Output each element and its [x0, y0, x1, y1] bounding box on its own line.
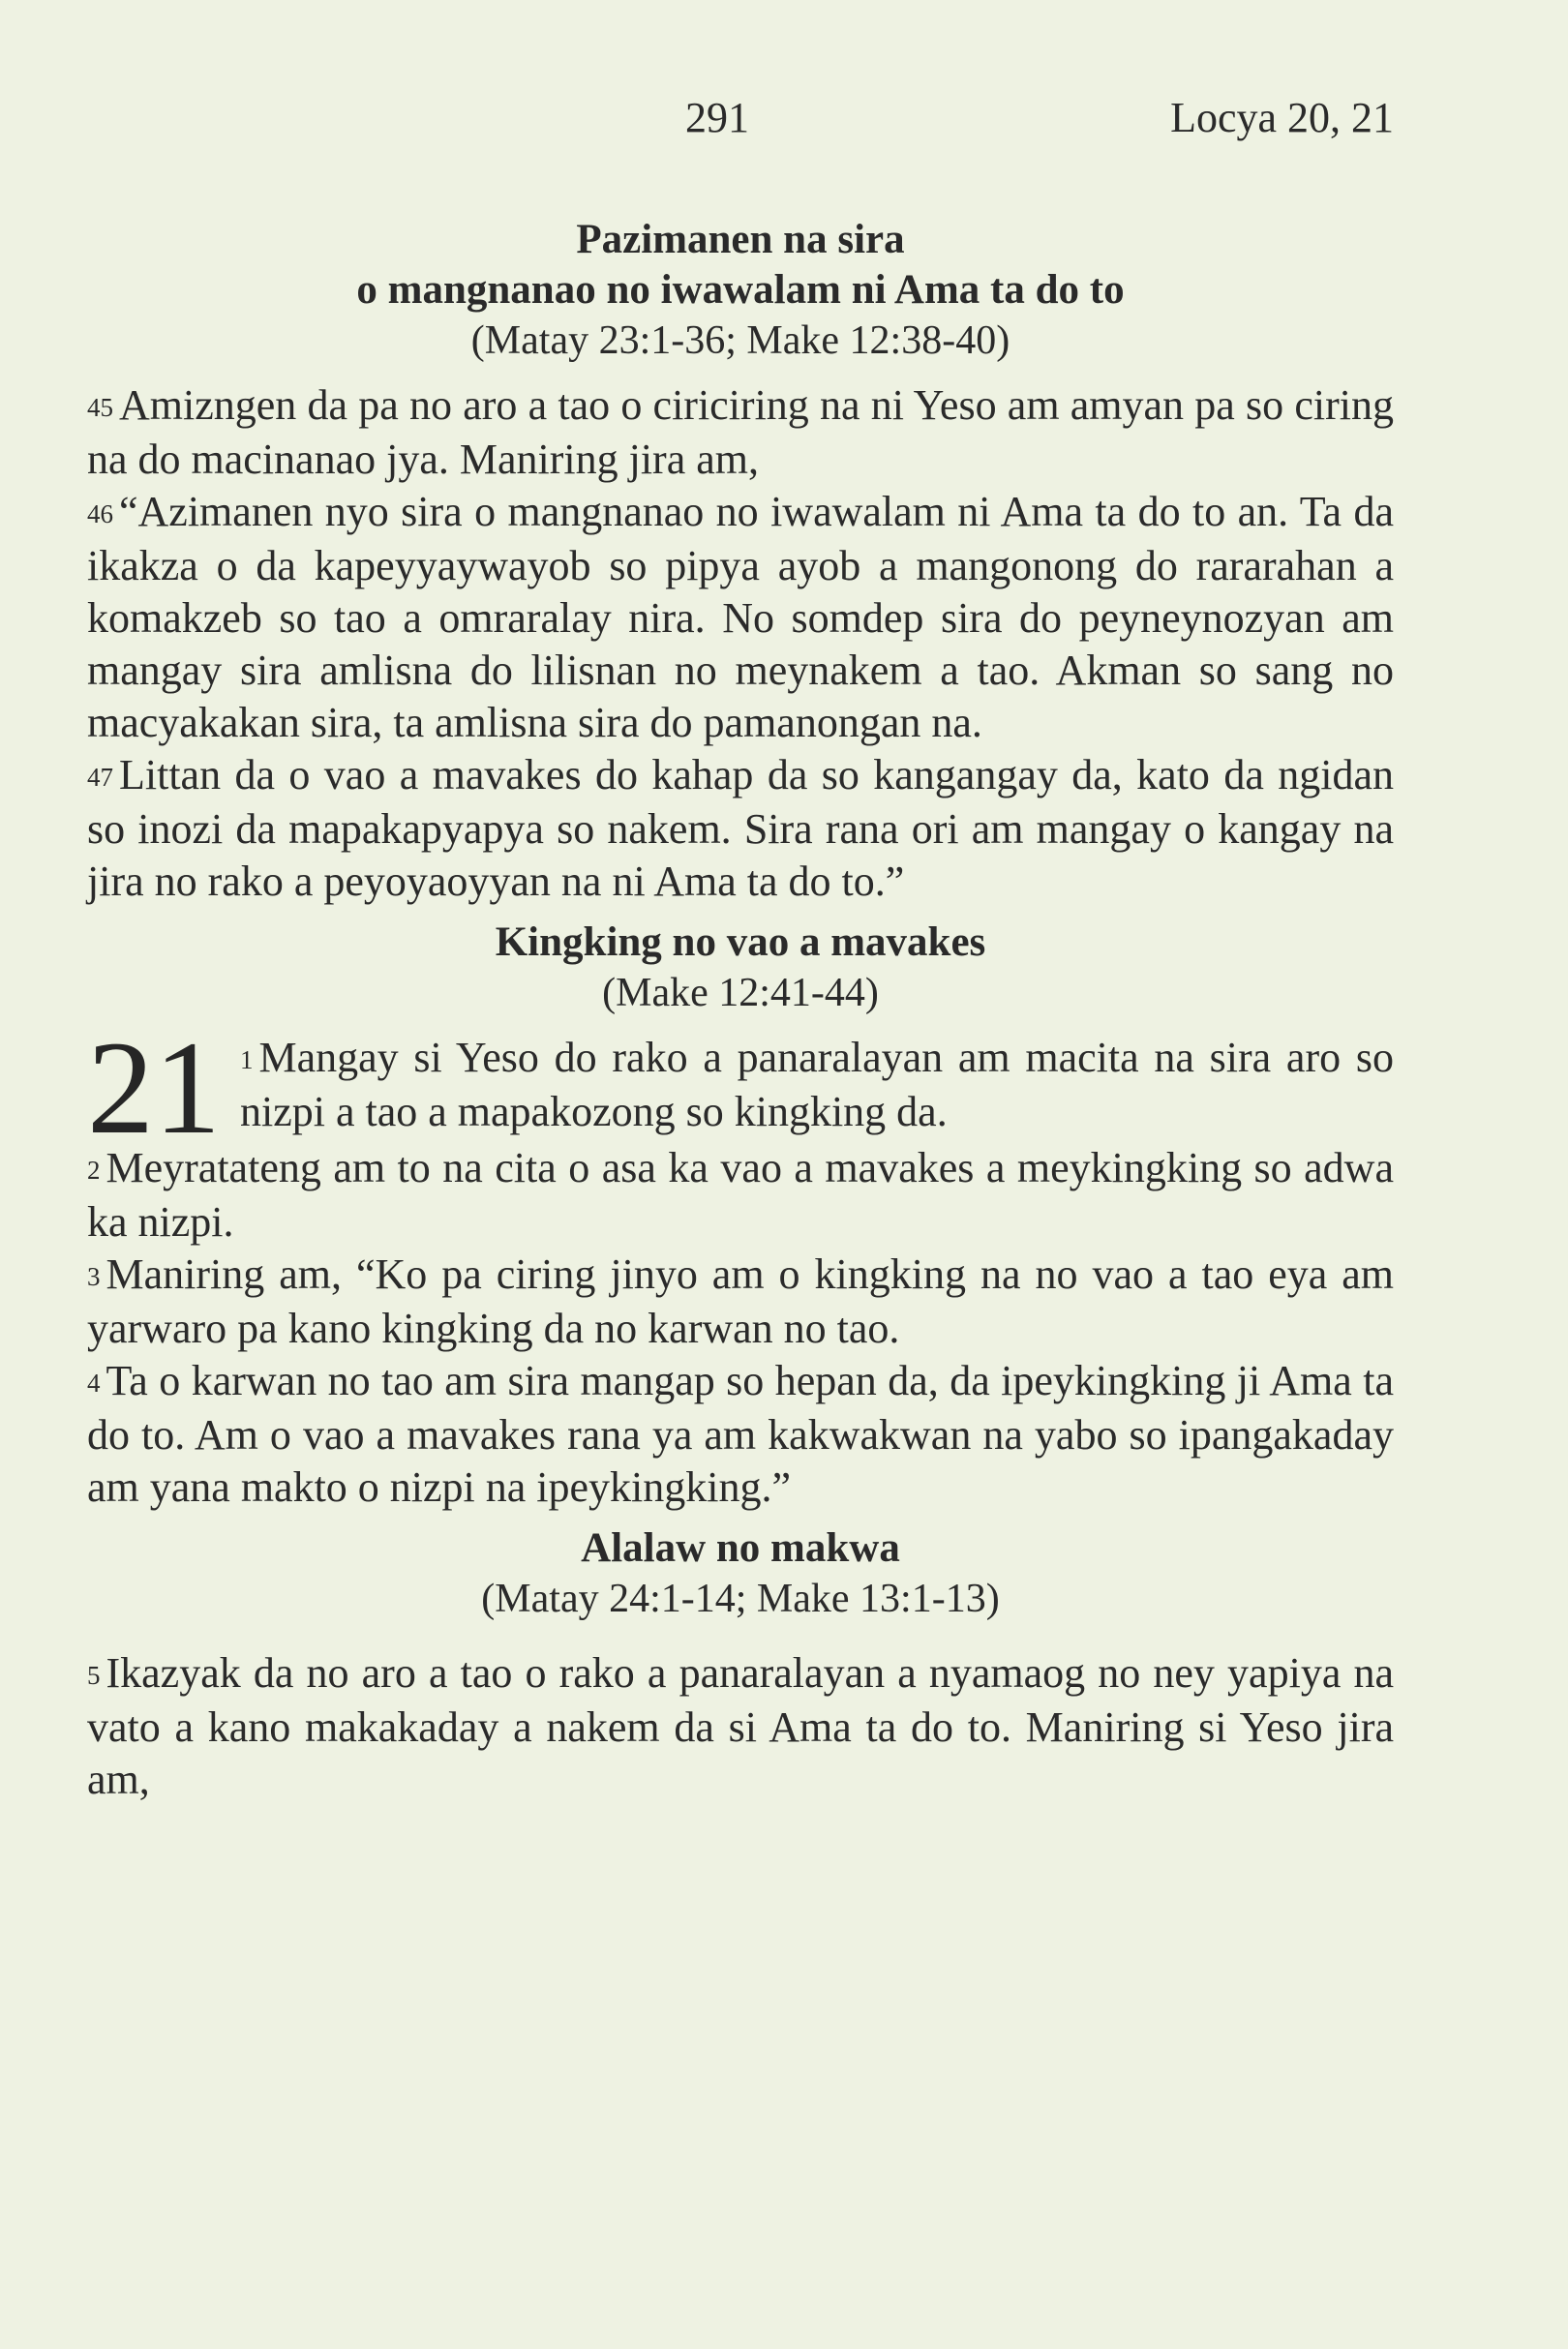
verse-number: 3 [87, 1262, 101, 1291]
verse-4 [87, 1355, 1394, 1514]
verse-text: Ikazyak da no aro a tao o rako a panaralayan a nyamaog no ney yapiya na vato a kano makakaday a nakem da si Ama ta do to. Maniring si Yeso jira am, [87, 1649, 1394, 1803]
verse-2 [87, 1142, 1394, 1249]
verse-1 [87, 1032, 1394, 1138]
verse-text: Littan da o vao a mavakes do kahap da so kangangay da, kato da ngidan so inozi da mapakapyapya so nakem. Sira rana ori am mangay o kangay na jira no rako a peyoyaoyyan na ni Ama ta do to.” [87, 751, 1394, 905]
verse-text: Mangay si Yeso do rako a panaralayan am macita na sira aro so nizpi a tao a mapakozong so kingking da. [240, 1034, 1394, 1135]
running-head: Locya 20, 21 [1170, 94, 1394, 141]
verse-number: 47 [87, 763, 113, 792]
verse-number: 5 [87, 1661, 101, 1690]
verse-text: “Azimanen nyo sira o mangnanao no iwawalam ni Ama ta do to an. Ta da ikakza o da kapeyyaywayob so pipya ayob a mangonong do rararahan a komakzeb so tao a omraralay nira. No somdep sira do peyneynozyan am mangay sira amlisna do lilisnan no meynakem a tao. Akman so sang no macyakakan sira, ta amlisna sira do pamanongan na. [87, 488, 1394, 746]
verse-3 [87, 1249, 1394, 1355]
verse-number: 45 [87, 393, 113, 422]
verse-text: Meyratateng am to na cita o asa ka vao a mavakes a meykingking so adwa ka nizpi. [87, 1144, 1394, 1246]
verse-46 [87, 486, 1394, 749]
page-number: 291 [685, 94, 749, 141]
verse-5 [87, 1647, 1394, 1806]
verse-number: 4 [87, 1369, 101, 1398]
chapter-number: 21 [87, 1013, 221, 1161]
verse-number: 2 [87, 1156, 101, 1185]
cross-reference-3: (Matay 24:1-14; Make 13:1-13) [481, 1577, 1000, 1621]
cross-reference-2: (Make 12:41-44) [602, 971, 879, 1015]
verse-number: 1 [240, 1045, 254, 1074]
cross-reference-1: (Matay 23:1-36; Make 12:38-40) [470, 318, 1010, 363]
page-body [87, 215, 1394, 1806]
verse-47 [87, 749, 1394, 908]
verse-number: 46 [87, 499, 113, 528]
section-heading-1b: o mangnanao no iwawalam ni Ama ta do to [356, 267, 1125, 313]
section-heading-1a: Pazimanen na sira [576, 217, 905, 262]
page-header [87, 93, 1394, 151]
verse-text: Amizngen da pa no aro a tao o ciriciring na ni Yeso am amyan pa so ciring na do macinanao jya. Maniring jira am, [87, 381, 1394, 483]
chapter-21-start [87, 1013, 1394, 1161]
section-heading-2: Kingking no vao a mavakes [495, 919, 986, 965]
verse-text: Maniring am, “Ko pa ciring jinyo am o kingking na no vao a tao eya am yarwaro pa kano kingking da no karwan no tao. [87, 1250, 1394, 1352]
verse-text: Ta o karwan no tao am sira mangap so hepan da, da ipeykingking ji Ama ta do to. Am o vao a mavakes rana ya am kakwakwan na yabo so ipangakaday am yana makto o nizpi na ipeykingking.” [87, 1357, 1394, 1511]
verse-45 [87, 379, 1394, 486]
section-heading-3: Alalaw no makwa [581, 1525, 900, 1571]
